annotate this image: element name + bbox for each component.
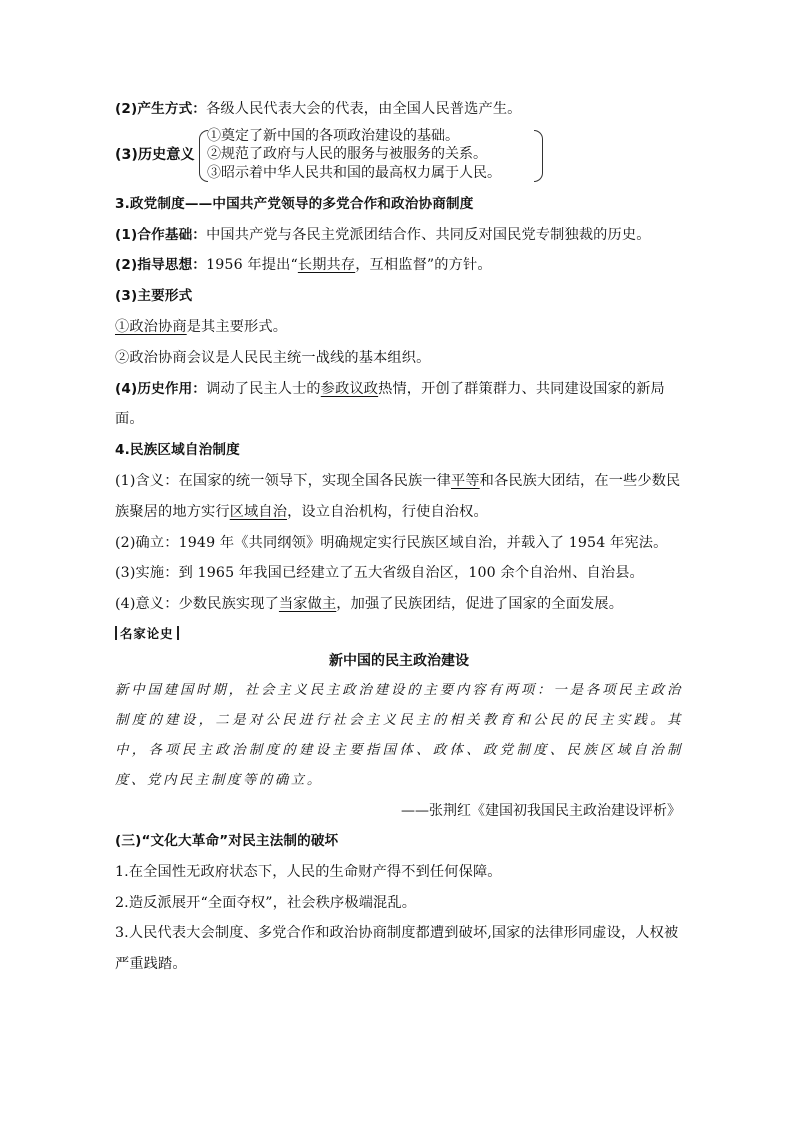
cultural-revolution-heading: (三)“文化大革命”对民主法制的破坏 (115, 832, 339, 849)
definition-mid: 和各民族大团结，在一些少数民族聚居的地方实行 (115, 472, 681, 520)
historical-role-post: 热情，开创了群策群力、共同建设国家的新局面。 (115, 380, 665, 428)
main-form-1 (115, 312, 683, 343)
production-method-label: (2)产生方式： (115, 101, 207, 117)
significance-post: ，加强了民族团结，促进了国家的全面发展。 (336, 596, 624, 613)
party-system-heading: 3.政党制度——中国共产党领导的多党合作和政治协商制度 (115, 195, 474, 212)
significance-item: ①奠定了新中国的各项政治建设的基础。 (207, 127, 459, 144)
definition-pre: 在国家的统一领导下，实现全国各民族一律 (178, 472, 451, 489)
commentary-quote: 新中国建国时期，社会主义民主政治建设的主要内容有两项：一是各项民主政治制度的建设，二是对公民进行社会主义民主的相关教育和公民的民主实践。其中，各项民主政治制度的建设主要指国体、政体、政党制度、民族区域自治制度、党内民主制度等的确立。 (115, 682, 683, 788)
main-form-1-underlined: ①政治协商 (115, 318, 187, 335)
significance-list (207, 127, 501, 183)
cr-point-1: 1.在全国性无政府状态下，人民的生命财产得不到任何保障。 (115, 863, 502, 880)
significance-pre: 少数民族实现了 (178, 596, 279, 613)
guiding-thought-pre: 1956 年提出“ (206, 257, 298, 274)
cooperation-basis-label: (1)合作基础： (115, 226, 207, 243)
commentary-title: 新中国的民主政治建设 (329, 652, 469, 669)
production-method-text: 各级人民代表大会的代表，由全国人民普选产生。 (206, 101, 522, 117)
implementation-text: 到 1965 年我国已经建立了五大省级自治区，100 余个自治州、自治县。 (178, 565, 644, 582)
significance-underlined: 当家做主 (278, 596, 337, 613)
main-form-2: ②政治协商会议是人民民主统一战线的基本组织。 (115, 349, 431, 366)
cooperation-basis-line (115, 220, 683, 251)
main-form-1-post: 是其主要形式。 (186, 318, 288, 335)
historical-significance-label: (3)历史意义 (115, 146, 195, 163)
tag-bar-right (177, 626, 179, 640)
cr-point-2: 2.造反派展开“全面夺权”，社会秩序极端混乱。 (115, 894, 417, 911)
guiding-thought-underlined: 长期共存 (297, 257, 356, 274)
establishment-line (115, 528, 683, 559)
expert-commentary-tag (115, 622, 683, 644)
expert-commentary-tag-text: 名家论史 (120, 625, 174, 641)
establishment-text: 1949 年《共同纲领》明确规定实行民族区域自治，并载入了 1954 年宪法。 (178, 534, 668, 551)
significance-line (115, 589, 683, 620)
historical-role-line (115, 374, 683, 436)
implementation-line (115, 558, 683, 589)
cooperation-basis-text: 中国共产党与各民主党派团结合作、共同反对国民党专制独裁的历史。 (206, 226, 651, 243)
right-bracket (534, 130, 543, 182)
main-forms-label: (3)主要形式 (115, 288, 193, 305)
definition-label: (1)含义： (115, 472, 179, 489)
historical-role-underlined: 参政议政 (320, 380, 379, 397)
significance-item: ③昭示着中华人民共和国的最高权力属于人民。 (207, 164, 501, 181)
historical-role-pre: 调动了民主人士的 (206, 380, 321, 397)
definition-line (115, 466, 683, 528)
establishment-label: (2)确立： (115, 534, 179, 551)
guiding-thought-line (115, 250, 683, 281)
guiding-thought-label: (2)指导思想： (115, 257, 207, 274)
guiding-thought-post: ，互相监督”的方针。 (355, 257, 492, 274)
definition-underlined-equality: 平等 (450, 472, 480, 489)
historical-significance-block (115, 127, 683, 185)
ethnic-autonomy-heading: 4.民族区域自治制度 (115, 442, 240, 459)
significance-item: ②规范了政府与人民的服务与被服务的关系。 (207, 146, 487, 163)
historical-role-label: (4)历史作用： (115, 380, 207, 397)
definition-underlined-autonomy: 区域自治 (229, 503, 288, 520)
production-method-line (115, 94, 683, 125)
significance-label: (4)意义： (115, 596, 179, 613)
commentary-source: ——张荆红《建国初我国民主政治建设评析》 (401, 802, 681, 819)
cr-point-3: 3.人民代表大会制度、多党合作和政治协商制度都遭到破坏,国家的法律形同虚设，人权被严重践踏。 (115, 925, 679, 973)
document-page (115, 94, 683, 980)
implementation-label: (3)实施： (115, 565, 179, 582)
definition-post: ，设立自治机构，行使自治权。 (287, 503, 488, 520)
